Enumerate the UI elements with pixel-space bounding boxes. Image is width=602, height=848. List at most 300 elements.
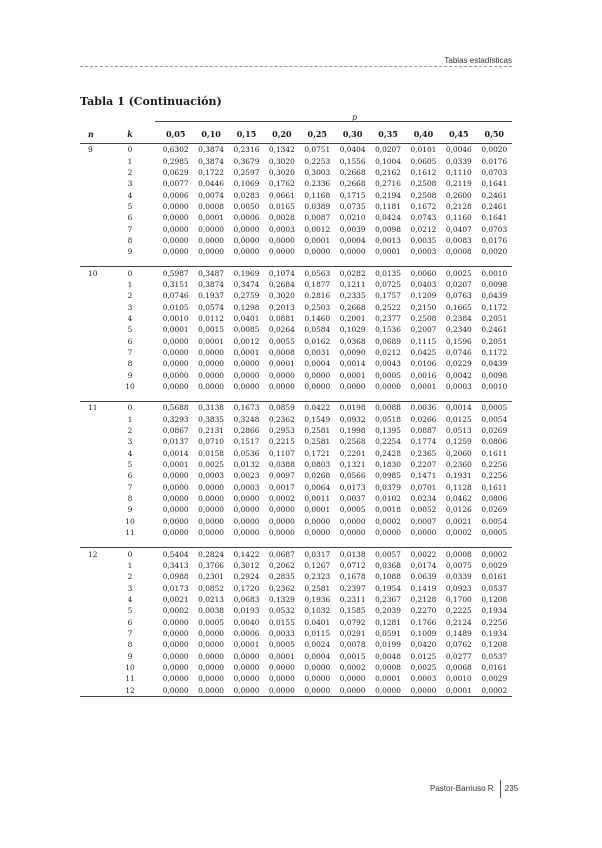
k-cell: 1 [127,156,133,166]
probability-cell: 0,0268 [304,471,331,481]
n-cell [80,290,102,301]
running-head: Tablas estadísticas [444,56,512,65]
probability-cell: 0,2365 [410,448,437,458]
probability-cell: 0,3020 [268,167,295,177]
probability-cell: 0,0001 [375,247,401,257]
probability-cell: 0,1259 [445,437,472,447]
table-row [80,571,512,582]
probability-cell: 0,3874 [198,279,225,289]
probability-cell: 0,1329 [268,594,295,604]
probability-cell: 0,0291 [339,628,366,638]
k-cell: 4 [127,313,133,323]
probability-cell: 0,1641 [481,179,508,189]
probability-cell: 0,0000 [335,684,370,696]
n-cell [80,370,102,381]
probability-cell: 0,0000 [304,674,331,684]
probability-cell: 0,0000 [162,213,189,223]
probability-cell: 0,0038 [198,606,225,616]
k-cell: 11 [125,528,135,538]
k-cell: 5 [127,201,133,211]
probability-cell: 0,1160 [445,213,472,223]
probability-cell: 0,2384 [445,313,472,323]
probability-cell: 0,2215 [268,437,295,447]
probability-cell: 0,1088 [375,572,401,582]
probability-cell: 0,0017 [268,482,295,492]
probability-cell: 0,0000 [268,505,295,515]
n-cell [80,167,102,178]
probability-cell: 0,0174 [410,560,437,570]
probability-cell: 0,2600 [445,190,472,200]
probability-cell: 0,0054 [481,516,508,526]
probability-cell: 0,0000 [198,505,225,515]
probability-cell: 0,2253 [304,156,331,166]
probability-cell: 0,0006 [162,190,189,200]
probability-cell: 0,1585 [339,606,366,616]
probability-cell: 0,0000 [162,247,189,257]
probability-cell: 0,1673 [229,402,264,414]
probability-cell: 0,2597 [233,167,260,177]
probability-cell: 0,0001 [375,674,401,684]
probability-cell: 0,0001 [339,370,366,380]
k-cell: 1 [127,414,133,424]
n-cell: 12 [80,548,102,560]
k-cell: 9 [127,247,133,257]
probability-cell: 0,0000 [339,382,366,392]
probability-cell: 0,0266 [410,414,437,424]
table-row [80,155,512,166]
probability-cell: 0,5688 [158,402,193,414]
probability-cell: 0,0138 [335,548,370,560]
probability-cell: 0,0000 [162,336,189,346]
probability-cell: 0,0021 [162,594,189,604]
probability-cell: 0,0090 [339,348,366,358]
probability-cell: 0,0264 [268,325,295,335]
probability-cell: 0,2001 [339,313,366,323]
probability-cell: 0,1672 [410,201,437,211]
header-row [80,125,512,144]
probability-cell: 0,1937 [198,291,225,301]
probability-cell: 0,2119 [445,179,472,189]
n-cell [80,235,102,246]
k-cell: 9 [127,505,133,515]
k-cell: 10 [125,516,135,526]
probability-cell: 0,0000 [233,674,260,684]
header-p: 0,30 [335,125,370,144]
probability-cell: 0,2362 [268,414,295,424]
probability-cell: 0,0000 [233,224,260,234]
probability-cell: 0,2824 [193,548,228,560]
probability-cell: 0,1172 [481,348,508,358]
probability-cell: 0,0867 [162,426,189,436]
n-cell: 9 [88,145,93,155]
table-row [80,616,512,627]
probability-cell: 0,0881 [268,313,295,323]
probability-cell: 0,0683 [233,594,260,604]
probability-cell: 0,0001 [410,382,437,392]
probability-cell: 0,0126 [445,505,472,515]
probability-cell: 0,0000 [233,528,260,538]
probability-cell: 0,1549 [304,414,331,424]
probability-cell: 0,0403 [410,279,437,289]
probability-cell: 0,0015 [198,325,225,335]
probability-cell: 0,2316 [233,145,260,155]
probability-cell: 0,0000 [198,640,225,650]
n-cell [80,279,102,290]
table-row [80,560,512,571]
probability-cell: 0,0029 [481,560,508,570]
table-row [80,370,512,381]
probability-cell: 0,1612 [410,167,437,177]
probability-cell: 0,0112 [198,313,225,323]
probability-cell: 0,0048 [375,651,401,661]
probability-cell: 0,1208 [481,640,508,650]
probability-cell: 0,0000 [233,662,260,672]
probability-cell: 0,2716 [375,179,401,189]
probability-cell: 0,2162 [375,167,401,177]
table-row [80,582,512,593]
n-cell [80,639,102,650]
probability-cell: 0,3874 [198,156,225,166]
probability-cell: 0,1936 [304,594,331,604]
n-cell [80,482,102,493]
probability-cell: 0,2568 [339,437,366,447]
probability-cell: 0,0000 [162,505,189,515]
table-row [80,662,512,673]
n-cell [80,470,102,481]
block-spacer [80,538,512,548]
probability-cell: 0,0161 [481,572,508,582]
n-cell [80,582,102,593]
probability-cell: 0,0008 [445,247,472,257]
probability-cell: 0,0037 [339,494,366,504]
probability-cell: 0,2866 [233,426,260,436]
probability-cell: 0,1536 [375,325,401,335]
table-row [80,527,512,538]
table-row [80,324,512,335]
probability-cell: 0,0000 [370,684,405,696]
probability-cell: 0,0003 [198,471,225,481]
probability-cell: 0,0162 [304,336,331,346]
probability-cell: 0,0015 [339,651,366,661]
probability-cell: 0,0055 [268,336,295,346]
n-cell [80,605,102,616]
k-cell: 11 [125,674,135,684]
k-cell: 0 [127,145,133,155]
probability-cell: 0,0000 [233,235,260,245]
probability-cell: 0,0000 [158,684,193,696]
probability-cell: 0,1720 [233,583,260,593]
probability-cell: 0,0176 [481,235,508,245]
probability-cell: 0,1611 [481,448,508,458]
footer-author: Pastor-Barriuso R. [430,784,496,794]
probability-cell: 0,2301 [198,572,225,582]
probability-cell: 0,0001 [233,640,260,650]
n-cell [80,594,102,605]
probability-cell: 0,0024 [304,640,331,650]
probability-cell: 0,1009 [410,628,437,638]
n-cell [80,650,102,661]
probability-cell: 0,1641 [481,213,508,223]
table-row [80,436,512,447]
probability-cell: 0,0132 [233,460,260,470]
k-cell: 6 [127,617,133,627]
spacer-cell [80,257,512,267]
probability-cell: 0,0404 [339,145,366,155]
probability-cell: 0,0439 [481,359,508,369]
probability-cell: 0,0068 [445,662,472,672]
probability-cell: 0,0424 [375,213,401,223]
probability-cell: 0,0085 [233,325,260,335]
probability-cell: 0,0000 [198,528,225,538]
k-cell: 10 [125,662,135,672]
probability-cell: 0,0005 [339,505,366,515]
probability-cell: 0,0125 [410,651,437,661]
k-cell: 8 [127,494,133,504]
probability-cell: 0,0712 [339,560,366,570]
probability-cell: 0,0605 [410,156,437,166]
probability-cell: 0,2508 [410,179,437,189]
probability-cell: 0,2816 [304,291,331,301]
k-cell: 6 [127,471,133,481]
header-p: 0,40 [406,125,441,144]
probability-cell: 0,2461 [481,325,508,335]
probability-cell: 0,0064 [304,482,331,492]
probability-cell: 0,0661 [268,190,295,200]
table-row [80,267,512,279]
n-cell [80,358,102,369]
probability-cell: 0,0000 [375,382,401,392]
probability-cell: 0,0125 [445,414,472,424]
probability-cell: 0,0001 [268,651,295,661]
n-cell [80,313,102,324]
probability-cell: 0,0000 [268,247,295,257]
n-cell [80,246,102,257]
k-cell: 2 [127,291,133,301]
probability-cell: 0,0023 [233,471,260,481]
probability-cell: 0,1954 [375,583,401,593]
probability-cell: 0,1715 [339,190,366,200]
n-cell [80,301,102,312]
probability-cell: 0,0282 [335,267,370,279]
k-cell: 0 [102,548,158,560]
table-row [80,336,512,347]
probability-cell: 0,2128 [410,594,437,604]
probability-cell: 0,1422 [229,548,264,560]
k-cell: 8 [127,640,133,650]
probability-cell: 0,2007 [410,325,437,335]
probability-cell: 0,1757 [375,291,401,301]
n-cell [80,571,102,582]
n-cell [80,560,102,571]
table-row [80,673,512,684]
probability-cell: 0,0115 [304,628,331,638]
probability-cell: 0,0022 [406,548,441,560]
probability-cell: 0,1298 [233,302,260,312]
probability-cell: 0,2051 [481,313,508,323]
probability-cell: 0,2128 [445,201,472,211]
probability-cell: 0,0010 [477,267,512,279]
p-symbol: p [352,113,358,122]
probability-cell: 0,0006 [233,213,260,223]
k-cell: 2 [127,167,133,177]
probability-cell: 0,0074 [198,190,225,200]
probability-cell: 0,2684 [268,279,295,289]
probability-cell: 0,0003 [410,247,437,257]
probability-cell: 0,0001 [441,684,476,696]
probability-cell: 0,0439 [481,291,508,301]
probability-cell: 0,1556 [339,156,366,166]
probability-cell: 0,0060 [406,267,441,279]
probability-cell: 0,2360 [445,460,472,470]
probability-cell: 0,0001 [304,235,331,245]
probability-cell: 0,0003 [268,224,295,234]
header-p: 0,50 [477,125,512,144]
probability-cell: 0,2835 [268,572,295,582]
table-row [80,459,512,470]
table-row [80,516,512,527]
probability-cell: 0,0584 [304,325,331,335]
probability-cell: 0,0165 [268,201,295,211]
probability-cell: 0,0008 [375,662,401,672]
probability-cell: 0,0000 [304,370,331,380]
k-cell: 8 [127,235,133,245]
probability-cell: 0,2759 [233,291,260,301]
probability-cell: 0,0001 [304,505,331,515]
probability-cell: 0,0806 [481,437,508,447]
probability-cell: 0,0025 [441,267,476,279]
probability-cell: 0,0207 [445,279,472,289]
probability-cell: 0,0002 [375,516,401,526]
k-cell: 6 [127,336,133,346]
probability-cell: 0,0000 [198,235,225,245]
probability-cell: 0,0566 [339,471,366,481]
probability-cell: 0,0710 [198,437,225,447]
table-row [80,605,512,616]
probability-cell: 0,0003 [445,382,472,392]
probability-cell: 0,0000 [233,651,260,661]
probability-cell: 0,0000 [304,382,331,392]
probability-cell: 0,0591 [375,628,401,638]
probability-cell: 0,1489 [445,628,472,638]
probability-cell: 0,0743 [410,213,437,223]
probability-cell: 0,2013 [268,302,295,312]
table-row [80,347,512,358]
probability-cell: 0,1969 [229,267,264,279]
probability-cell: 0,2668 [339,179,366,189]
probability-cell: 0,0283 [233,190,260,200]
probability-cell: 0,0001 [162,325,189,335]
probability-cell: 0,1004 [375,156,401,166]
table-row [80,650,512,661]
probability-cell: 0,2051 [481,336,508,346]
footer-divider [500,780,501,798]
probability-cell: 0,0000 [162,651,189,661]
probability-cell: 0,0013 [375,235,401,245]
spacer-cell [80,538,512,548]
k-cell: 12 [102,684,158,696]
k-cell: 3 [127,583,133,593]
table-row [80,470,512,481]
probability-cell: 0,1460 [304,313,331,323]
probability-cell: 0,0057 [370,548,405,560]
probability-cell: 0,0388 [268,460,295,470]
probability-cell: 0,0269 [481,426,508,436]
k-cell: 3 [127,437,133,447]
probability-cell: 0,0008 [441,548,476,560]
table-row [80,246,512,257]
probability-cell: 0,0000 [304,247,331,257]
probability-cell: 0,3151 [162,279,189,289]
probability-cell: 0,2503 [304,302,331,312]
probability-cell: 0,0000 [162,370,189,380]
probability-cell: 0,5404 [158,548,193,560]
probability-cell: 0,0005 [268,640,295,650]
probability-cell: 0,0852 [198,583,225,593]
probability-cell: 0,0161 [481,662,508,672]
probability-cell: 0,1069 [233,179,260,189]
table-title: Tabla 1 (Continuación) [80,95,222,108]
probability-cell: 0,0000 [339,674,366,684]
probability-cell: 0,0735 [339,201,366,211]
probability-cell: 0,2323 [304,572,331,582]
probability-cell: 0,0000 [233,516,260,526]
probability-cell: 0,2270 [410,606,437,616]
probability-cell: 0,0083 [445,235,472,245]
probability-cell: 0,0087 [304,213,331,223]
probability-cell: 0,0339 [445,156,472,166]
probability-cell: 0,0725 [375,279,401,289]
probability-cell: 0,0000 [162,494,189,504]
probability-cell: 0,0462 [445,494,472,504]
probability-cell: 0,0859 [264,402,299,414]
probability-cell: 0,2924 [233,572,260,582]
probability-cell: 0,3248 [233,414,260,424]
n-cell [80,347,102,358]
probability-cell: 0,0701 [410,482,437,492]
probability-cell: 0,3835 [198,414,225,424]
probability-cell: 0,0000 [304,662,331,672]
probability-cell: 0,0088 [370,402,405,414]
probability-cell: 0,0425 [410,348,437,358]
probability-cell: 0,1209 [410,291,437,301]
n-cell [80,516,102,527]
probability-cell: 0,0098 [375,224,401,234]
header-n: n [80,125,102,144]
probability-cell: 0,0000 [162,348,189,358]
probability-cell: 0,2461 [481,190,508,200]
probability-cell: 0,0000 [162,482,189,492]
probability-cell: 0,1074 [264,267,299,279]
probability-cell: 0,0002 [477,548,512,560]
probability-cell: 0,1168 [304,190,331,200]
probability-cell: 0,0000 [198,662,225,672]
k-cell: 4 [127,190,133,200]
k-cell: 9 [127,651,133,661]
probability-cell: 0,0000 [300,684,335,696]
probability-cell: 0,2367 [375,594,401,604]
probability-cell: 0,2131 [198,426,225,436]
probability-cell: 0,2461 [481,201,508,211]
probability-cell: 0,0098 [481,279,508,289]
probability-cell: 0,0010 [445,674,472,684]
n-cell [80,178,102,189]
probability-cell: 0,2953 [268,426,295,436]
table-row [80,235,512,246]
probability-cell: 0,0687 [264,548,299,560]
k-cell: 5 [127,606,133,616]
probability-cell: 0,0078 [339,640,366,650]
probability-cell: 0,0000 [233,359,260,369]
